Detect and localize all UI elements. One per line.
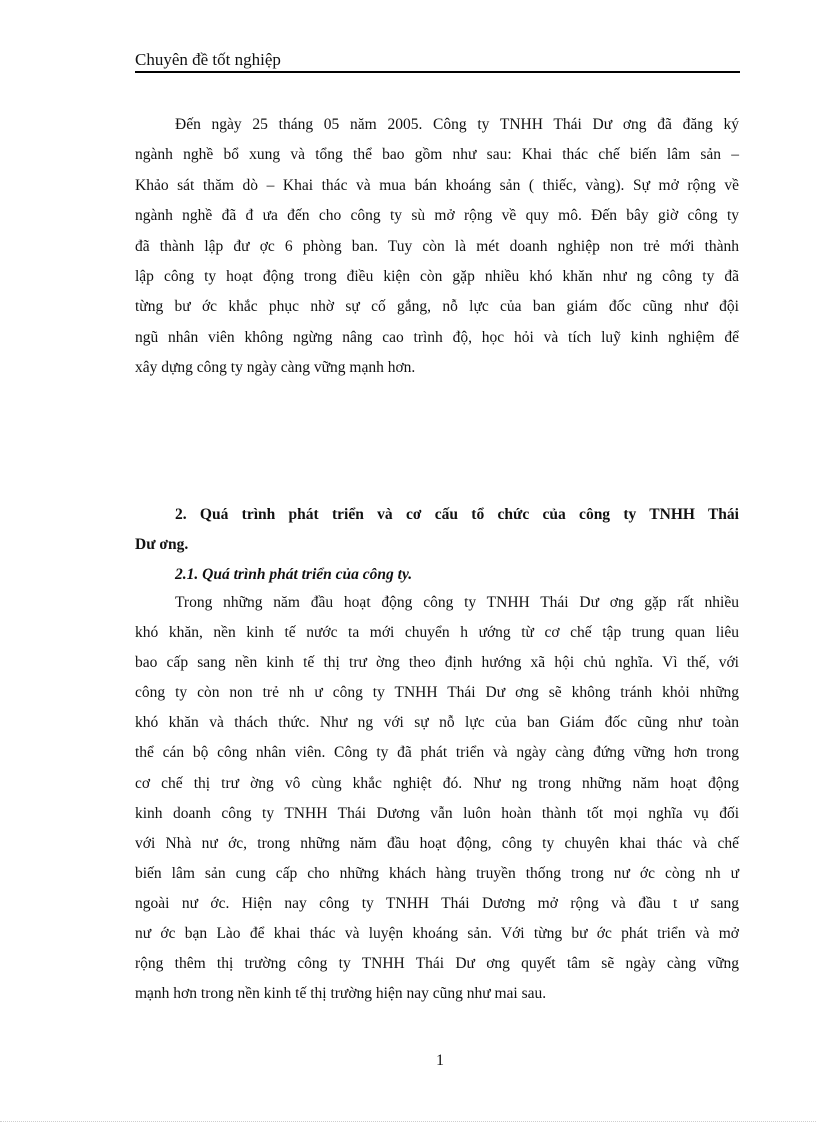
section-heading-line: Dư ơng. bbox=[135, 536, 189, 553]
paragraph-line: đã thành lập đư ợc 6 phòng ban. Tuy còn là mét doanh nghiệp non trẻ mới thành bbox=[135, 237, 739, 255]
paragraph-line: nư ớc bạn Lào để khai thác và luyện khoáng sản. Với từng bư ớc phát triển và mở bbox=[135, 925, 739, 943]
page-bottom-divider bbox=[0, 1121, 816, 1122]
paragraph-line: ngành nghề đã đ ưa đến cho công ty sù mở rộng về quy mô. Đến bây giờ công ty bbox=[135, 207, 739, 225]
paragraph-line: lập công ty hoạt động trong điều kiện còn gặp nhiều khó khăn như ng công ty đã bbox=[135, 268, 739, 286]
paragraph-line: mạnh hơn trong nền kinh tế thị trường hiện nay cũng như mai sau. bbox=[135, 985, 547, 1003]
subsection-2-1-heading: 2.1. Quá trình phát triển của công ty. bbox=[175, 566, 413, 583]
paragraph-line: ngành nghề bổ xung và tổng thể bao gồm như sau: Khai thác chế biến lâm sản – bbox=[135, 146, 739, 164]
paragraph-line: thể cán bộ công nhân viên. Công ty đã phát triển và ngày càng đứng vững hơn trong bbox=[135, 744, 739, 762]
paragraph-line: kinh doanh công ty TNHH Thái Dương vẫn luôn hoàn thành tốt mọi nghĩa vụ đối bbox=[135, 804, 739, 822]
paragraph-line: khó khăn và thách thức. Như ng với sự nỗ lực của ban Giám đốc cũng như toàn bbox=[135, 714, 739, 732]
paragraph-1 bbox=[135, 110, 739, 384]
document-header-title: Chuyên đề tốt nghiệp bbox=[135, 50, 740, 73]
paragraph-line: Khảo sát thăm dò – Khai thác và mua bán khoáng sản ( thiếc, vàng). Sự mở rộng về bbox=[135, 176, 739, 194]
paragraph-line: ngoài nư ớc. Hiện nay công ty TNHH Thái Dương mở rộng và đầu t ư sang bbox=[135, 894, 739, 912]
section-2-heading bbox=[135, 500, 739, 560]
paragraph-line: khó khăn, nền kinh tế nước ta mới chuyển h ướng từ cơ chế tập trung quan liêu bbox=[135, 624, 739, 642]
section-heading-line: 2. Quá trình phát triển và cơ cấu tổ chức của công ty TNHH Thái bbox=[175, 506, 739, 523]
page-number: 1 bbox=[436, 1052, 444, 1069]
paragraph-line: xây dựng công ty ngày càng vững mạnh hơn. bbox=[135, 359, 416, 377]
paragraph-line: ngũ nhân viên không ngừng nâng cao trình độ, học hỏi và tích luỹ kinh nghiệm để bbox=[135, 328, 739, 346]
paragraph-line: công ty còn non trẻ nh ư công ty TNHH Thái Dư ơng sẽ không tránh khỏi những bbox=[135, 684, 739, 702]
paragraph-line: rộng thêm thị trường công ty TNHH Thái Dư ơng quyết tâm sẽ ngày càng vững bbox=[135, 955, 739, 973]
paragraph-line: cơ chế thị trư ờng vô cùng khắc nghiệt đó. Như ng trong những năm hoạt động bbox=[135, 774, 739, 792]
paragraph-line: bao cấp sang nền kinh tế thị trư ờng theo định hướng xã hội chủ nghĩa. Vì thế, với bbox=[135, 654, 739, 672]
paragraph-line: Trong những năm đầu hoạt động công ty TNHH Thái Dư ơng gặp rất nhiều bbox=[175, 594, 739, 611]
paragraph-line: Đến ngày 25 tháng 05 năm 2005. Công ty TNHH Thái Dư ơng đã đăng ký bbox=[175, 116, 739, 133]
paragraph-2 bbox=[135, 588, 739, 1009]
paragraph-line: với Nhà nư ớc, trong những năm đầu hoạt động, công ty chuyên khai thác và chế bbox=[135, 834, 739, 852]
paragraph-line: biến lâm sản cung cấp cho những khách hàng truyền thống trong nư ớc còng nh ư bbox=[135, 864, 739, 882]
paragraph-line: từng bư ớc khắc phục nhờ sự cố gắng, nỗ lực của ban giám đốc cũng như đội bbox=[135, 298, 739, 316]
